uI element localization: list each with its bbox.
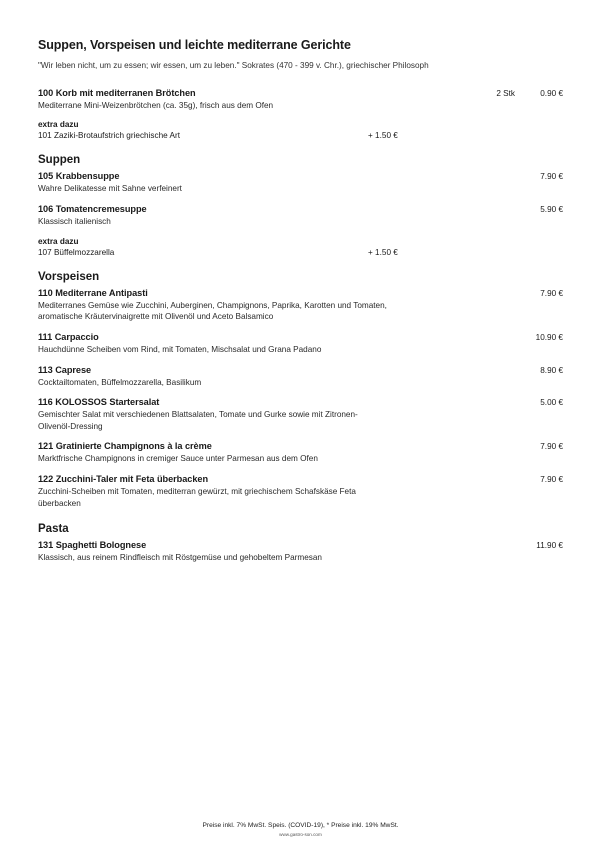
menu-section-pasta: [38, 523, 563, 564]
menu-item-number: 111: [38, 331, 53, 342]
quote-text: "Wir leben nicht, um zu essen; wir essen, um zu leben." Sokrates (470 - 399 v. Chr.), griechischer Philosoph: [38, 61, 429, 70]
menu-item-description: Gemischter Salat mit verschiedenen Blattsalaten, Tomate und Gurke sowie mit Zitronen-Olivenöl-Dressing: [38, 410, 358, 431]
menu-item-price: 0.90 €: [540, 88, 563, 98]
menu-item-description: Wahre Delikatesse mit Sahne verfeinert: [38, 184, 182, 194]
page-footer: [0, 822, 601, 837]
section-heading: Suppen: [38, 154, 81, 167]
menu-item-qty: 2 Stk: [496, 88, 515, 98]
menu-item-row: [38, 441, 563, 451]
menu-item-description: Hauchdünne Scheiben vom Rind, mit Tomaten, Mischsalat und Grana Padano: [38, 344, 322, 354]
menu-item: [38, 171, 563, 195]
menu-item-row: [38, 332, 563, 342]
menu-item-name: [38, 540, 469, 550]
menu-item-price: 7.90 €: [540, 442, 563, 452]
extra-item-row: [38, 248, 563, 257]
menu-item-price: 5.00 €: [540, 398, 563, 408]
menu-item: [38, 540, 563, 564]
menu-item-meta: [469, 89, 563, 98]
menu-item-row: [38, 204, 563, 214]
menu-item-description: Mediterranes Gemüse wie Zucchini, Auberginen, Champignons, Paprika, Karotten und Tomaten, aromatische Kräutervinaigrette mit Olivenöl und Aceto Balsamico: [38, 300, 387, 322]
menu-item-name: [38, 332, 469, 342]
menu-item-row: [38, 88, 563, 98]
menu-item-price: 5.90 €: [540, 204, 563, 214]
menu-item-meta: [469, 541, 563, 550]
menu-item-row: [38, 171, 563, 181]
extra-item-price: + 1.50 €: [368, 131, 398, 141]
section-heading: Pasta: [38, 523, 69, 536]
menu-item-meta: [469, 172, 563, 181]
menu-item-meta: [469, 205, 563, 214]
menu-item-description: Marktfrische Champignons in cremiger Sauce unter Parmesan aus dem Ofen: [38, 454, 318, 464]
extra-item-row: [38, 131, 563, 140]
menu-item-row: [38, 365, 563, 375]
menu-item-number: 121: [38, 441, 54, 452]
menu-item-row: [38, 474, 563, 484]
menu-item-number: 116: [38, 397, 53, 408]
extra-item-number: 101: [38, 131, 52, 141]
menu-item-meta: [469, 366, 563, 375]
menu-item-description: Mediterrane Mini-Weizenbrötchen (ca. 35g), frisch aus dem Ofen: [38, 100, 274, 110]
menu-item-title: KOLOSSOS Startersalat: [55, 397, 160, 408]
menu-item-title: Zucchini-Taler mit Feta überbacken: [55, 474, 209, 485]
menu-item-number: 105: [38, 171, 54, 182]
menu-item-number: 110: [38, 287, 53, 298]
menu-section-vorspeisen: [38, 271, 563, 510]
menu-item-name: [38, 204, 469, 214]
menu-item-name: [38, 397, 469, 407]
menu-item: [38, 288, 563, 323]
extra-item-price: + 1.50 €: [368, 247, 398, 257]
menu-item-title: Caprese: [55, 364, 92, 375]
menu-item-title: Spaghetti Bolognese: [55, 540, 147, 551]
menu-item-title: Krabbensuppe: [55, 171, 120, 182]
menu-item-price: 8.90 €: [540, 365, 563, 375]
menu-item-description: Zucchini-Scheiben mit Tomaten, mediterran gewürzt, mit griechischem Schafskäse Feta überbacken: [38, 487, 356, 508]
menu-item-row: [38, 288, 563, 298]
menu-item-price: 11.90 €: [536, 541, 563, 551]
menu-item-number: 131: [38, 540, 54, 551]
menu-item-title: Carpaccio: [54, 331, 99, 342]
extra-label: extra dazu: [38, 236, 79, 246]
menu-item: [38, 474, 563, 509]
menu-item-row: [38, 540, 563, 550]
menu-item-meta: [469, 398, 563, 407]
menu-item-price: 7.90 €: [540, 475, 563, 485]
menu-item: [38, 397, 563, 432]
menu-item: [38, 88, 563, 112]
menu-item-meta: [469, 475, 563, 484]
extra-item-title: Zaziki-Brotaufstrich griechische Art: [53, 131, 180, 141]
extra-label: extra dazu: [38, 120, 79, 130]
extra-item-name: [38, 248, 368, 257]
menu-item-description: Klassisch italienisch: [38, 216, 111, 226]
menu-item-number: 113: [38, 364, 53, 375]
menu-item-name: [38, 365, 469, 375]
menu-item-number: 106: [38, 203, 54, 214]
menu-item-price: 10.90 €: [535, 332, 563, 342]
menu-item-meta: [469, 289, 563, 298]
menu-item-meta: [469, 442, 563, 451]
menu-item-title: Tomatencremesuppe: [55, 203, 147, 214]
extra-item-name: [38, 131, 368, 140]
menu-item-number: 122: [38, 474, 54, 485]
menu-item-name: [38, 88, 469, 98]
menu-section-suppen: [38, 154, 563, 256]
menu-item-price: 7.90 €: [540, 288, 563, 298]
menu-item-description: Cocktailtomaten, Büffelmozzarella, Basilikum: [38, 377, 202, 387]
menu-item: [38, 332, 563, 356]
menu-item: [38, 365, 563, 389]
menu-item-title: Mediterrane Antipasti: [55, 287, 148, 298]
menu-item-meta: [469, 333, 563, 342]
menu-item-description: Klassisch, aus reinem Rindfleisch mit Röstgemüse und gehobeltem Parmesan: [38, 553, 322, 563]
extra-item-title: Büffelmozzarella: [53, 247, 115, 257]
menu-item-number: 100: [38, 87, 54, 98]
menu-item-name: [38, 171, 469, 181]
footer-tax-note: Preise inkl. 7% MwSt. Speis. (COVID-19), * Preise inkl. 19% MwSt.: [202, 822, 399, 829]
menu-item-price: 7.90 €: [540, 172, 563, 182]
section-heading: Vorspeisen: [38, 270, 100, 283]
menu-item-row: [38, 397, 563, 407]
menu-item-title: Gratinierte Champignons à la crème: [55, 441, 212, 452]
footer-website: www.gastro-son.com: [279, 832, 322, 837]
menu-item: [38, 441, 563, 465]
menu-item-name: [38, 288, 469, 298]
menu-item-name: [38, 441, 469, 451]
menu-item: [38, 204, 563, 228]
menu-item-name: [38, 474, 469, 484]
extra-item-number: 107: [38, 247, 52, 257]
menu-item-title: Korb mit mediterranen Brötchen: [55, 87, 196, 98]
page-title: Suppen, Vorspeisen und leichte mediterrane Gerichte: [38, 38, 351, 52]
